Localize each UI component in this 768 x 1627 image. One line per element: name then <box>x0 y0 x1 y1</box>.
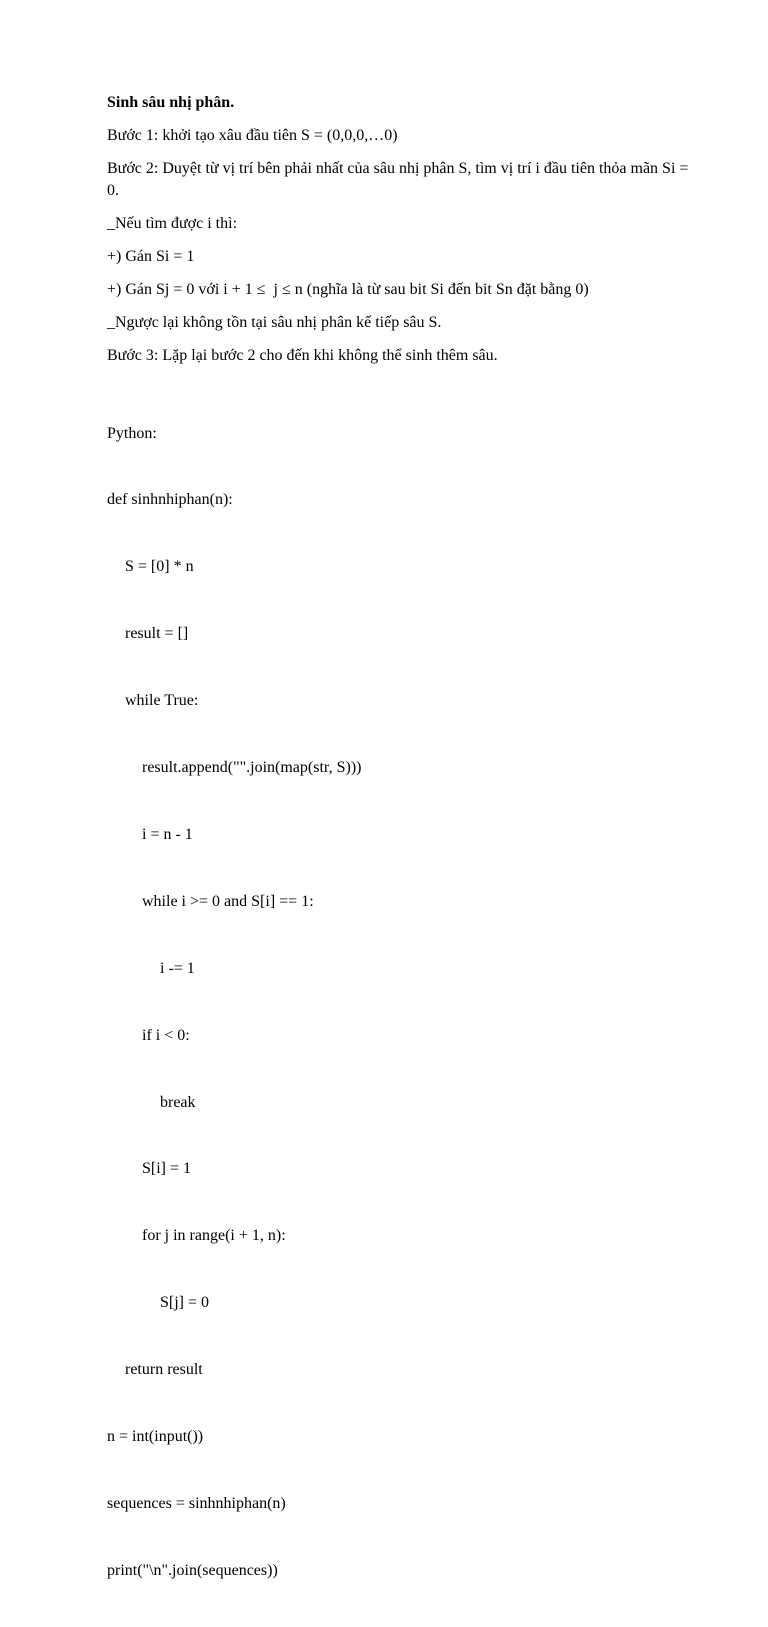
if-found-paragraph: _Nếu tìm được i thì: <box>107 215 238 232</box>
code-line: i -= 1 <box>160 959 195 977</box>
code-line: print("\n".join(sequences)) <box>107 1561 278 1579</box>
assign-sj-paragraph: +) Gán Sj = 0 với i + 1 ≤ j ≤ n (nghĩa là từ sau bit Si đến bit Sn đặt bằng 0) <box>107 281 589 298</box>
document-page <box>107 92 697 1627</box>
step-2-paragraph: Bước 2: Duyệt từ vị trí bên phải nhất của sâu nhị phân S, tìm vị trí i đầu tiên thỏa mãn Si = 0. <box>107 160 693 199</box>
code-line: if i < 0: <box>142 1026 190 1044</box>
code-line: result = [] <box>125 625 189 643</box>
code-line: S[j] = 0 <box>160 1294 210 1312</box>
code-line: while i >= 0 and S[i] == 1: <box>142 892 314 910</box>
code-line: S = [0] * n <box>125 558 194 576</box>
code-line: S[i] = 1 <box>142 1160 192 1178</box>
code-line: n = int(input()) <box>107 1427 204 1445</box>
step-3-paragraph: Bước 3: Lặp lại bước 2 cho đến khi không thể sinh thêm sâu. <box>107 347 498 364</box>
document-title: Sinh sâu nhị phân. <box>107 94 235 111</box>
code-line: Python: <box>107 424 157 442</box>
code-line: while True: <box>125 692 199 710</box>
code-line: for j in range(i + 1, n): <box>142 1227 286 1245</box>
code-line: result.append("".join(map(str, S))) <box>142 759 362 777</box>
code-line: def sinhnhiphan(n): <box>107 491 233 509</box>
code-line: break <box>160 1093 196 1111</box>
code-line: i = n - 1 <box>142 825 193 843</box>
step-1-paragraph: Bước 1: khởi tạo xâu đầu tiên S = (0,0,0,…0) <box>107 127 398 144</box>
code-line: return result <box>125 1361 203 1379</box>
python-code-block <box>107 378 697 1627</box>
code-line: sequences = sinhnhiphan(n) <box>107 1494 286 1512</box>
assign-si-paragraph: +) Gán Si = 1 <box>107 248 195 265</box>
otherwise-paragraph: _Ngược lại không tồn tại sâu nhị phân kế tiếp sâu S. <box>107 314 442 331</box>
